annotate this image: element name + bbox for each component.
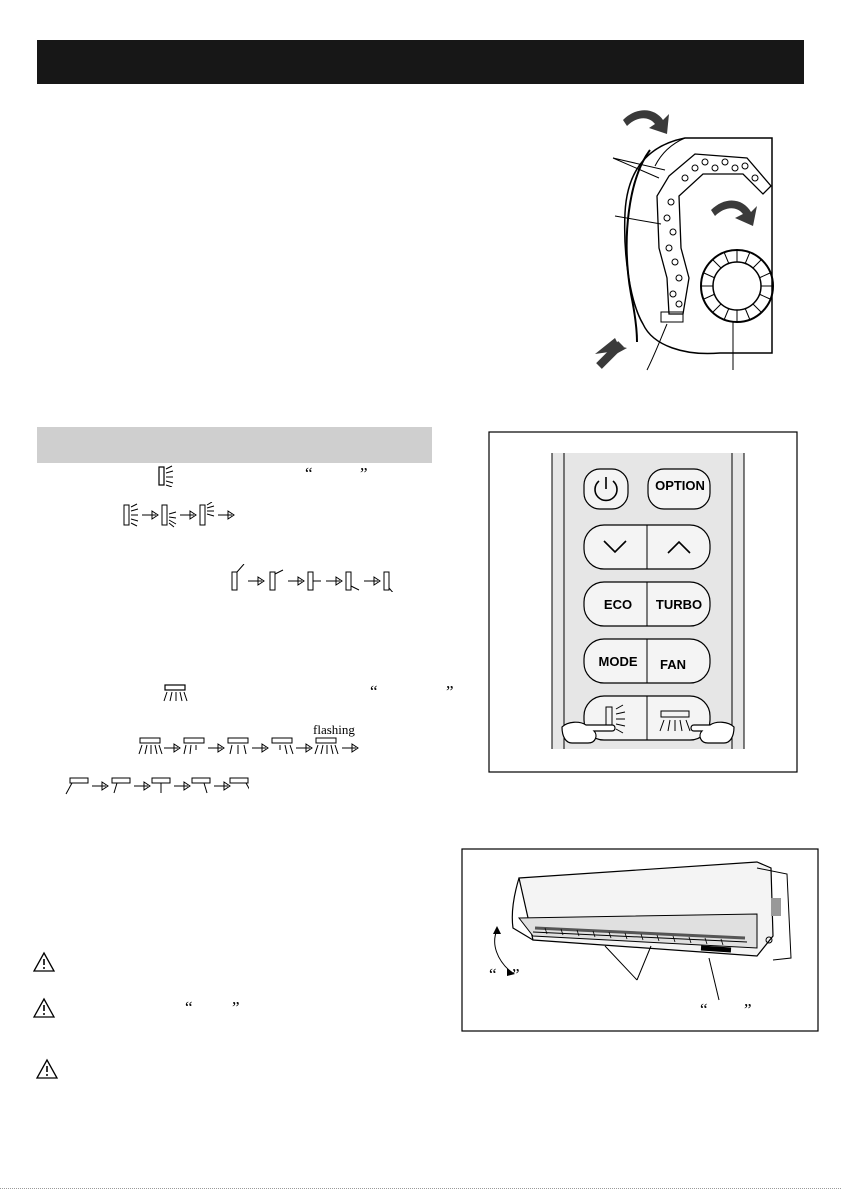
horizontal-swing-sequence [136,736,366,760]
vertical-swing-sequence [120,502,240,528]
page-edge-line [0,1188,841,1189]
fan-label: FAN [660,657,686,672]
indoor-unit-figure [461,848,819,1032]
quote-open: “ [370,682,378,701]
quote-open: “ [489,965,497,984]
flashing-label: flashing [313,722,355,737]
horizontal-position-sequence [64,776,249,800]
horizontal-louver-icon [163,683,191,703]
quote-open: “ [305,464,313,483]
quote-close: ” [744,1000,752,1019]
quote-close: ” [232,998,240,1017]
header-bar [37,40,804,84]
vertical-position-sequence [228,564,403,592]
curved-arrow-icon [711,200,757,226]
quote-open: “ [700,1000,708,1019]
curved-arrow-icon [623,110,669,134]
vertical-louver-icon [156,465,180,487]
eco-label: ECO [603,597,633,612]
section-bar [37,427,432,463]
warning-icon [32,951,56,973]
option-label: OPTION [655,478,705,493]
quote-open: “ [185,998,193,1017]
turbo-label: TURBO [655,597,703,612]
mode-label: MODE [598,654,638,669]
warning-icon [35,1058,59,1080]
quote-close: ” [360,464,368,483]
quote-close: ” [512,965,520,984]
warning-icon [32,997,56,1019]
quote-close: ” [446,682,454,701]
airflow-diagram [575,98,795,373]
